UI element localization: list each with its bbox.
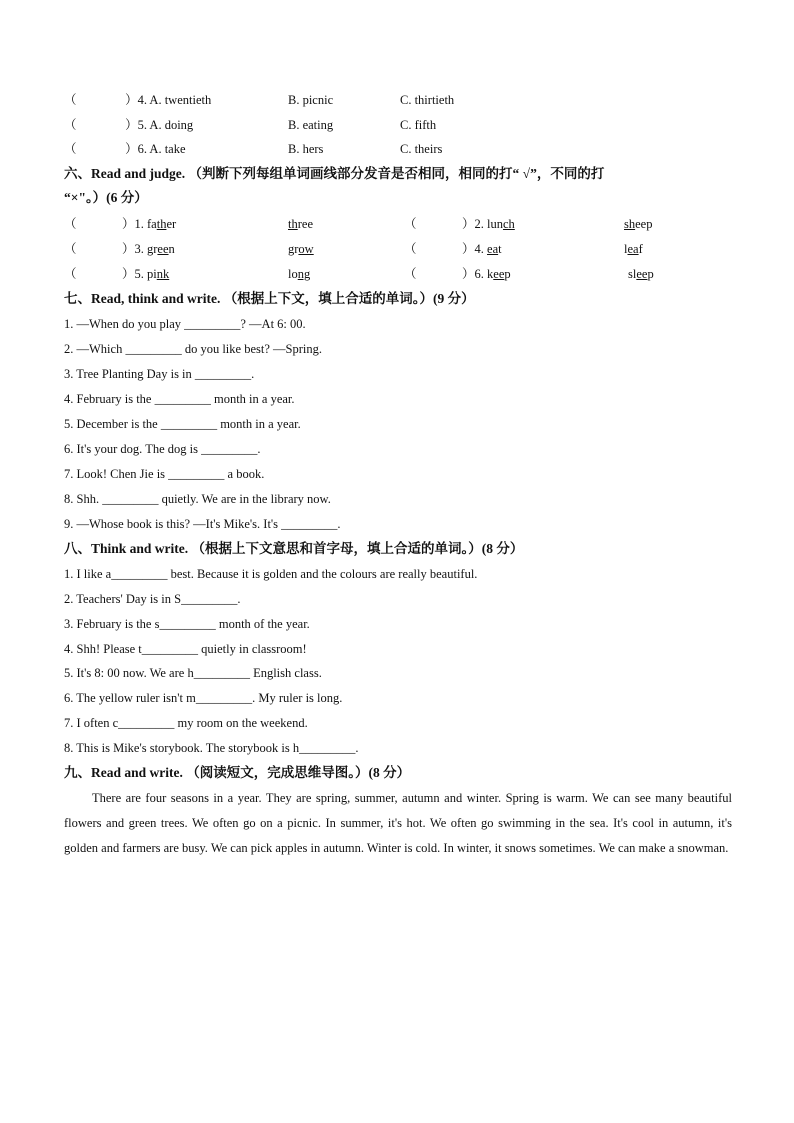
section8-title-cn: （根据上下文意思和首字母，填上合适的单词。）(8 分） bbox=[191, 541, 524, 556]
compare-word: long bbox=[288, 267, 311, 281]
answer-paren: （ bbox=[64, 93, 77, 107]
option-a: ）5. A. doing bbox=[125, 118, 194, 132]
option-b: B. picnic bbox=[288, 93, 334, 107]
question-item: 4. February is the _________ month in a year. bbox=[64, 392, 295, 406]
section7-title-cn: （根据上下文，填上合适的单词。）(9 分） bbox=[223, 291, 475, 306]
question-row bbox=[64, 141, 443, 157]
question-item: 2. Teachers' Day is in S_________. bbox=[64, 592, 241, 606]
question-item: 3. Tree Planting Day is in _________. bbox=[64, 367, 255, 381]
question-row bbox=[64, 117, 437, 133]
compare-word: three bbox=[288, 217, 313, 231]
option-b: B. hers bbox=[288, 142, 324, 156]
judge-row: （ ）1. father three （ ）2. lunch sheep bbox=[64, 217, 653, 231]
answer-paren: （ bbox=[64, 142, 77, 156]
compare-word: grow bbox=[288, 242, 314, 256]
question-item: 5. It's 8: 00 now. We are h_________ English class. bbox=[64, 666, 322, 680]
section8-title-en: 八、Think and write. bbox=[64, 541, 189, 556]
section8-heading bbox=[64, 540, 523, 558]
section7-title-en: 七、Read, think and write. bbox=[64, 291, 221, 306]
option-a: ）4. A. twentieth bbox=[125, 93, 212, 107]
question-item: 9. —Whose book is this? —It's Mike's. It's _________. bbox=[64, 517, 341, 531]
option-c: C. fifth bbox=[400, 118, 437, 132]
question-row bbox=[64, 92, 455, 108]
question-item: 6. The yellow ruler isn't m_________. My ruler is long. bbox=[64, 691, 343, 705]
section6-title-cn: （判断下列每组单词画线部分发音是否相同，相同的打“ √”，不同的打 bbox=[188, 166, 605, 181]
compare-word: sleep bbox=[628, 267, 654, 281]
question-item: 1. I like a_________ best. Because it is golden and the colours are really beautiful. bbox=[64, 567, 478, 581]
answer-paren: （ bbox=[64, 242, 77, 256]
answer-paren: （ ）4. eat bbox=[404, 242, 502, 256]
option-c: C. thirtieth bbox=[400, 93, 455, 107]
question-item: 1. —When do you play _________? —At 6: 00. bbox=[64, 317, 306, 331]
option-c: C. theirs bbox=[400, 142, 443, 156]
question-item: 3. February is the s_________ month of the year. bbox=[64, 617, 310, 631]
section9-title-en: 九、Read and write. bbox=[64, 765, 183, 780]
question-item: 7. Look! Chen Jie is _________ a book. bbox=[64, 467, 265, 481]
section7-heading bbox=[64, 290, 475, 308]
answer-paren: （ ）6. keep bbox=[404, 267, 511, 281]
question-item: 8. This is Mike's storybook. The storybook is h_________. bbox=[64, 741, 359, 755]
section6-title-cn2: “×"。）(6 分） bbox=[64, 190, 148, 205]
question-item: 4. Shh! Please t_________ quietly in classroom! bbox=[64, 642, 307, 656]
section6-heading bbox=[64, 165, 604, 183]
answer-paren: （ bbox=[64, 267, 77, 281]
question-item: 6. It's your dog. The dog is _________. bbox=[64, 442, 261, 456]
section9-heading bbox=[64, 764, 410, 782]
compare-word: leaf bbox=[624, 242, 643, 256]
judge-row: （ ）5. pink long （ ）6. keep sleep bbox=[64, 267, 654, 281]
judge-row: （ ）3. green grow （ ）4. eat leaf bbox=[64, 242, 643, 256]
question-item: 8. Shh. _________ quietly. We are in the library now. bbox=[64, 492, 331, 506]
section6-heading-cont bbox=[64, 189, 148, 207]
answer-paren: （ ）2. lunch bbox=[404, 217, 515, 231]
option-a: ）6. A. take bbox=[125, 142, 186, 156]
answer-paren: （ bbox=[64, 118, 77, 132]
question-item: 2. —Which _________ do you like best? —Spring. bbox=[64, 342, 322, 356]
question-item: 5. December is the _________ month in a year. bbox=[64, 417, 301, 431]
section9-title-cn: （阅读短文，完成思维导图。）(8 分） bbox=[186, 765, 411, 780]
answer-paren: （ bbox=[64, 217, 77, 231]
reading-passage: There are four seasons in a year. They are spring, summer, autumn and winter. Spring is warm. We can see many beautiful flowers and green trees. We often go on a picnic. In summer, it's hot. We often go swimming in the sea. It's cool in autumn, it's golden and farmers are busy. We can pick apples in autumn. Winter is cold. In winter, it snows sometimes. We can make a snowman. bbox=[64, 791, 732, 855]
question-item: 7. I often c_________ my room on the weekend. bbox=[64, 716, 308, 730]
section6-title-en: 六、Read and judge. bbox=[64, 166, 186, 181]
compare-word: sheep bbox=[624, 217, 653, 231]
option-b: B. eating bbox=[288, 118, 334, 132]
